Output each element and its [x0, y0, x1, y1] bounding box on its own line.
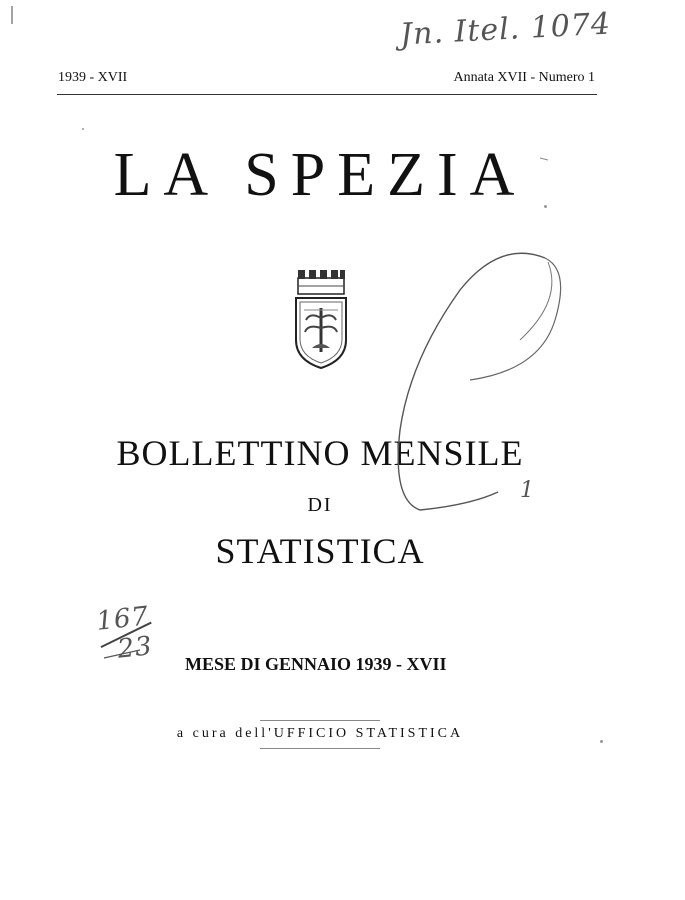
paper-speck [82, 128, 84, 130]
curator-line: a cura dell'UFFICIO STATISTICA [176, 726, 464, 741]
header-year: 1939 - XVII [58, 70, 128, 85]
paper-speck [544, 205, 547, 208]
fraction-top: 167 [95, 601, 151, 637]
subtitle-statistica: STATISTICA [215, 531, 425, 571]
document-title: LA SPEZIA [113, 141, 527, 209]
subtitle-bollettino: BOLLETTINO MENSILE [116, 433, 524, 473]
handwritten-side-mark: 1 [520, 478, 535, 503]
handwritten-catalog-note: Jn. Itel. 1074 [399, 6, 612, 53]
fraction-bottom: 23 [116, 631, 155, 665]
subtitle-di: DI [307, 494, 333, 516]
issue-month: MESE DI GENNAIO 1939 - XVII [185, 654, 447, 674]
header-issue: Annata XVII - Numero 1 [453, 70, 595, 85]
paper-speck [600, 740, 603, 743]
